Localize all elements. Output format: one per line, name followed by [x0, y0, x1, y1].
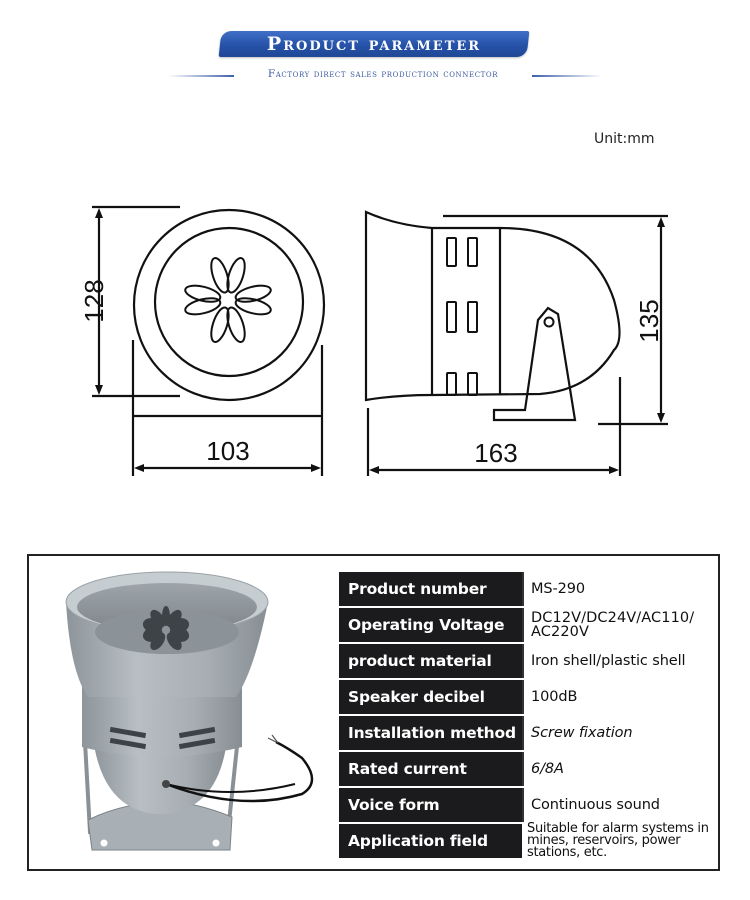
spec-label: product material [339, 644, 522, 678]
front-width-label: 103 [206, 436, 250, 466]
spec-value: 100dB [522, 680, 709, 714]
spec-label: Rated current [339, 752, 522, 786]
vent-slots [447, 238, 477, 395]
spec-label: Speaker decibel [339, 680, 522, 714]
spec-value: MS-290 [522, 572, 709, 606]
product-photo [40, 562, 330, 862]
spec-row-operating-voltage [339, 608, 709, 642]
spec-label: Product number [339, 572, 522, 606]
spec-value: DC12V/DC24V/AC110/ AC220V [522, 608, 709, 642]
spec-row-speaker-decibel [339, 680, 709, 714]
spec-value: Screw fixation [522, 716, 709, 750]
spec-value: Iron shell/plastic shell [522, 644, 709, 678]
spec-label: Installation method [339, 716, 522, 750]
page-subtitle: Factory direct sales production connector [267, 68, 499, 80]
spec-label: Application field [339, 824, 522, 858]
spec-row-installation-method [339, 716, 709, 750]
spec-value: Suitable for alarm systems in mines, reservoirs, power stations, etc. [527, 821, 709, 860]
spec-row-product-material [339, 644, 709, 678]
side-height-label: 135 [633, 299, 664, 343]
spec-row-product-number [339, 572, 709, 606]
spec-value: 6/8A [522, 752, 709, 786]
spec-value: Continuous sound [522, 788, 709, 822]
spec-table [339, 572, 709, 860]
spec-row-application-field [339, 821, 709, 860]
side-length-label: 163 [474, 438, 518, 468]
spec-row-voice-form [339, 788, 709, 822]
front-height-label: 128 [78, 279, 109, 323]
spec-label: Voice form [339, 788, 522, 822]
page-title: Product parameter [266, 33, 482, 55]
unit-label: Unit:mm [594, 131, 655, 147]
flower-vent-icon [184, 256, 273, 344]
spec-row-rated-current [339, 752, 709, 786]
side-view [366, 212, 668, 476]
spec-label: Operating Voltage [339, 608, 522, 642]
